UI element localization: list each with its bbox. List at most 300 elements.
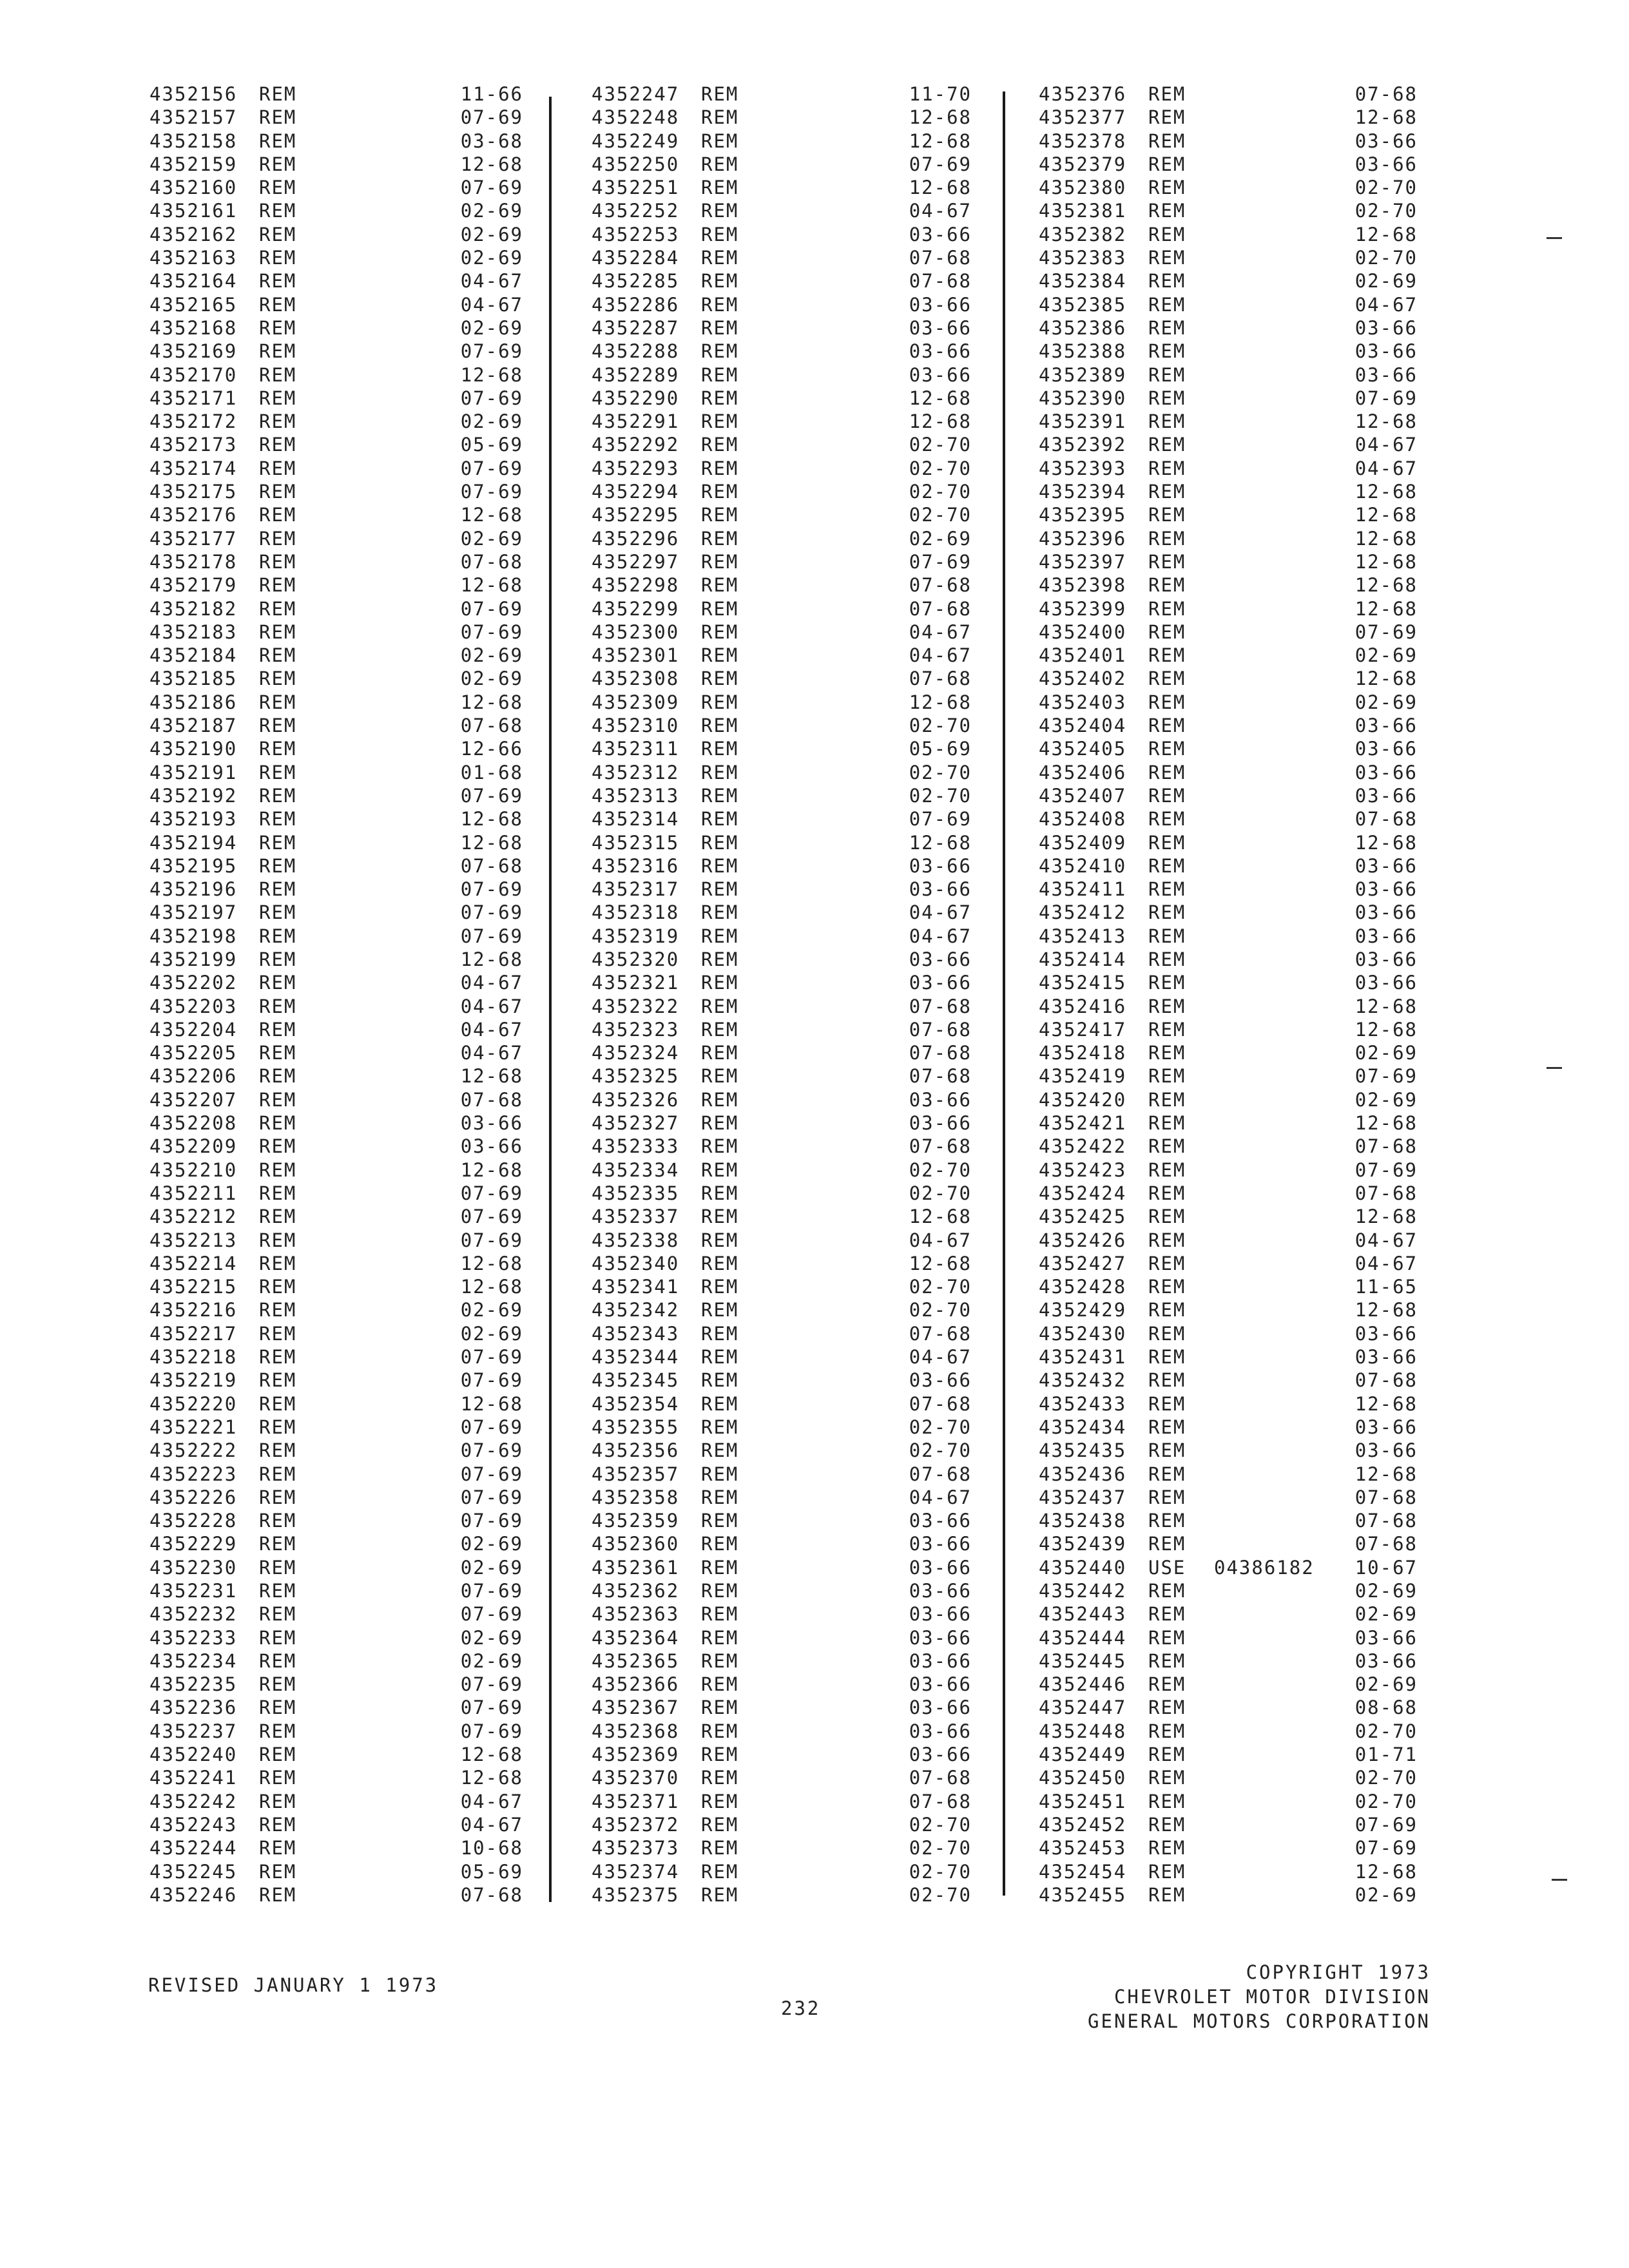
part-number: 4352395 — [1039, 504, 1127, 526]
status-date: 12-68 — [460, 1252, 523, 1274]
part-row — [149, 457, 523, 480]
part-row — [149, 1790, 523, 1813]
status-date: 07-69 — [460, 1696, 523, 1719]
part-number: 4352384 — [1039, 270, 1127, 293]
status-date: 03-66 — [909, 1673, 972, 1696]
part-row — [149, 691, 523, 714]
part-number: 4352169 — [149, 340, 238, 363]
part-status: REM — [259, 574, 297, 597]
status-date: 04-67 — [909, 1346, 972, 1369]
part-row — [149, 176, 523, 199]
copyright-block — [902, 1960, 1431, 2033]
part-status: REM — [701, 1299, 739, 1321]
part-row — [1039, 1463, 1418, 1486]
status-date: 04-67 — [460, 293, 523, 316]
status-date: 07-69 — [460, 340, 523, 363]
part-status: REM — [259, 995, 297, 1017]
part-status: REM — [701, 1720, 739, 1742]
status-date: 02-69 — [460, 1533, 523, 1555]
status-date: 02-70 — [909, 761, 972, 783]
part-row — [149, 1743, 523, 1766]
part-status: REM — [259, 1720, 297, 1742]
part-status: REM — [701, 1088, 739, 1111]
part-status: REM — [701, 1439, 739, 1462]
part-number: 4352290 — [592, 387, 680, 409]
status-date: 03-66 — [460, 1112, 523, 1135]
part-number: 4352194 — [149, 831, 238, 854]
status-date: 04-67 — [909, 901, 972, 924]
part-number: 4352449 — [1039, 1744, 1127, 1766]
part-row — [592, 503, 972, 526]
part-status: REM — [1148, 1767, 1186, 1789]
status-date: 02-69 — [460, 1322, 523, 1345]
status-date: 03-66 — [909, 878, 972, 901]
part-number: 4352432 — [1039, 1369, 1127, 1392]
part-row — [1039, 1696, 1418, 1719]
part-number: 4352390 — [1039, 387, 1127, 409]
status-date: 02-69 — [460, 668, 523, 690]
status-date: 07-68 — [1354, 1510, 1418, 1532]
status-date: 07-69 — [460, 597, 523, 620]
part-status: REM — [701, 808, 739, 831]
part-number: 4352453 — [1039, 1837, 1127, 1860]
part-status: REM — [701, 316, 739, 339]
part-status: REM — [259, 808, 297, 831]
status-date: 02-70 — [909, 434, 972, 456]
part-status: REM — [259, 925, 297, 947]
part-status: REM — [259, 948, 297, 970]
part-status: REM — [1148, 1510, 1186, 1532]
part-number: 4352160 — [149, 177, 238, 199]
part-number: 4352361 — [592, 1556, 680, 1579]
part-number: 4352311 — [592, 738, 680, 760]
part-row — [592, 1392, 972, 1416]
status-date: 03-66 — [909, 1696, 972, 1719]
status-date: 03-66 — [1354, 761, 1418, 783]
status-date: 03-66 — [1354, 715, 1418, 737]
part-row — [592, 995, 972, 1018]
part-status: REM — [259, 1580, 297, 1602]
part-number: 4352419 — [1039, 1065, 1127, 1088]
status-date: 02-70 — [909, 504, 972, 526]
part-row — [1039, 1135, 1418, 1158]
part-number: 4352420 — [1039, 1088, 1127, 1111]
part-row — [149, 387, 523, 410]
part-row — [592, 620, 972, 644]
part-number: 4352366 — [592, 1673, 680, 1696]
status-date: 03-66 — [909, 1744, 972, 1766]
part-row — [149, 878, 523, 901]
part-number: 4352244 — [149, 1837, 238, 1860]
part-number: 4352162 — [149, 223, 238, 245]
part-number: 4352217 — [149, 1322, 238, 1345]
part-row — [1039, 1813, 1418, 1836]
part-row — [592, 1649, 972, 1673]
part-number: 4352403 — [1039, 691, 1127, 713]
part-row — [149, 1602, 523, 1626]
status-date: 04-67 — [460, 972, 523, 994]
part-status: REM — [1148, 1206, 1186, 1228]
status-date: 12-68 — [909, 106, 972, 129]
part-row — [1039, 1392, 1418, 1416]
part-number: 4352376 — [1039, 83, 1127, 105]
part-status: REM — [259, 1837, 297, 1860]
part-status: REM — [259, 1182, 297, 1204]
part-status: REM — [259, 1135, 297, 1158]
part-status: REM — [701, 1767, 739, 1789]
part-number: 4352301 — [592, 644, 680, 667]
status-date: 12-68 — [1354, 1463, 1418, 1485]
part-status: REM — [701, 854, 739, 877]
part-number: 4352313 — [592, 784, 680, 807]
part-number: 4352168 — [149, 316, 238, 339]
status-date: 04-67 — [909, 644, 972, 667]
part-row — [149, 1532, 523, 1555]
part-row — [149, 480, 523, 503]
status-date: 12-68 — [1354, 831, 1418, 854]
part-number: 4352398 — [1039, 574, 1127, 597]
status-date: 07-69 — [460, 1580, 523, 1602]
part-status: REM — [701, 504, 739, 526]
part-status: REM — [259, 481, 297, 503]
part-row — [592, 1579, 972, 1602]
status-date: 07-69 — [460, 1229, 523, 1251]
part-row — [1039, 293, 1418, 316]
status-date: 12-68 — [460, 1158, 523, 1181]
status-date: 02-70 — [1354, 177, 1418, 199]
status-date: 07-69 — [460, 878, 523, 901]
part-status: REM — [1148, 1158, 1186, 1181]
part-row — [149, 1416, 523, 1439]
status-date: 12-68 — [1354, 481, 1418, 503]
status-date: 02-69 — [1354, 1673, 1418, 1696]
part-number: 4352364 — [592, 1626, 680, 1649]
status-date: 07-69 — [460, 1346, 523, 1369]
part-row — [592, 807, 972, 831]
part-number: 4352174 — [149, 457, 238, 479]
part-number: 4352320 — [592, 948, 680, 970]
part-number: 4352424 — [1039, 1182, 1127, 1204]
part-number: 4352318 — [592, 901, 680, 924]
part-status: REM — [259, 1088, 297, 1111]
part-row — [592, 176, 972, 199]
status-date: 02-70 — [909, 1276, 972, 1298]
part-status: REM — [1148, 1322, 1186, 1345]
status-date: 12-68 — [909, 387, 972, 409]
status-date: 12-68 — [909, 177, 972, 199]
part-status: REM — [1148, 644, 1186, 667]
status-date: 07-69 — [909, 808, 972, 831]
part-status: REM — [1148, 1603, 1186, 1626]
status-date: 12-68 — [460, 1744, 523, 1766]
status-date: 01-68 — [460, 761, 523, 783]
part-status: REM — [701, 1556, 739, 1579]
part-number: 4352316 — [592, 854, 680, 877]
part-row — [592, 1673, 972, 1696]
part-status: REM — [259, 784, 297, 807]
part-row — [592, 971, 972, 994]
part-number: 4352371 — [592, 1790, 680, 1812]
status-date: 07-69 — [460, 177, 523, 199]
status-date: 07-69 — [460, 1603, 523, 1626]
part-number: 4352370 — [592, 1767, 680, 1789]
part-number: 4352296 — [592, 527, 680, 550]
part-number: 4352378 — [1039, 130, 1127, 152]
part-status: REM — [1148, 481, 1186, 503]
status-date: 07-68 — [909, 1322, 972, 1345]
part-status: REM — [701, 1510, 739, 1532]
status-date: 02-70 — [1354, 1720, 1418, 1742]
status-date: 12-68 — [1354, 1860, 1418, 1883]
status-date: 04-67 — [909, 200, 972, 222]
part-number: 4352324 — [592, 1042, 680, 1064]
part-status: REM — [259, 83, 297, 105]
part-row — [592, 1111, 972, 1135]
status-date: 12-66 — [460, 738, 523, 760]
part-number: 4352245 — [149, 1860, 238, 1883]
status-date: 03-66 — [1354, 948, 1418, 970]
part-status: REM — [1148, 784, 1186, 807]
part-number: 4352410 — [1039, 854, 1127, 877]
part-number: 4352249 — [592, 130, 680, 152]
part-number: 4352354 — [592, 1392, 680, 1415]
part-row — [1039, 995, 1418, 1018]
status-date: 03-66 — [1354, 901, 1418, 924]
part-status: REM — [1148, 854, 1186, 877]
part-row — [592, 130, 972, 153]
part-number: 4352355 — [592, 1416, 680, 1438]
status-date: 03-66 — [1354, 925, 1418, 947]
part-row — [1039, 246, 1418, 269]
part-status: REM — [701, 668, 739, 690]
status-date: 03-66 — [909, 1369, 972, 1392]
status-date: 07-69 — [460, 1439, 523, 1462]
part-row — [592, 691, 972, 714]
part-status: REM — [1148, 761, 1186, 783]
part-number: 4352247 — [592, 83, 680, 105]
part-status: REM — [701, 1860, 739, 1883]
part-number: 4352220 — [149, 1392, 238, 1415]
status-date: 12-68 — [460, 153, 523, 175]
status-date: 03-66 — [1354, 972, 1418, 994]
part-number: 4352204 — [149, 1018, 238, 1041]
part-number: 4352439 — [1039, 1533, 1127, 1555]
part-row — [1039, 925, 1418, 948]
part-number: 4352362 — [592, 1580, 680, 1602]
status-date: 07-68 — [1354, 1182, 1418, 1204]
part-number: 4352451 — [1039, 1790, 1127, 1812]
part-row — [1039, 1345, 1418, 1369]
part-row — [149, 807, 523, 831]
part-number: 4352436 — [1039, 1463, 1127, 1485]
part-number: 4352448 — [1039, 1720, 1127, 1742]
status-date: 03-66 — [1354, 340, 1418, 363]
part-row — [592, 1275, 972, 1298]
part-status: REM — [1148, 831, 1186, 854]
part-status: REM — [1148, 363, 1186, 386]
part-row — [592, 644, 972, 667]
part-row — [149, 1439, 523, 1462]
part-status: REM — [1148, 1229, 1186, 1251]
status-date: 02-70 — [909, 1813, 972, 1836]
status-date: 12-68 — [1354, 574, 1418, 597]
part-row — [149, 1111, 523, 1135]
status-date: 07-68 — [909, 1135, 972, 1158]
part-row — [592, 925, 972, 948]
margin-dash-mark — [1547, 237, 1562, 239]
status-date: 07-68 — [909, 1463, 972, 1485]
part-status: REM — [259, 293, 297, 316]
part-status: REM — [259, 1696, 297, 1719]
part-status: REM — [259, 715, 297, 737]
part-status: REM — [259, 504, 297, 526]
part-status: REM — [1148, 1299, 1186, 1321]
part-status: REM — [259, 410, 297, 433]
part-status: REM — [259, 1206, 297, 1228]
status-date: 02-70 — [909, 1860, 972, 1883]
part-row — [149, 340, 523, 363]
status-date: 07-68 — [909, 995, 972, 1017]
part-status: REM — [701, 1018, 739, 1041]
part-status: REM — [259, 1813, 297, 1836]
part-number: 4352406 — [1039, 761, 1127, 783]
part-status: REM — [259, 153, 297, 175]
column-separator-line — [1003, 91, 1005, 1896]
part-status: REM — [701, 223, 739, 245]
part-number: 4352400 — [1039, 620, 1127, 643]
part-status: REM — [701, 1158, 739, 1181]
part-number: 4352157 — [149, 106, 238, 129]
part-status: REM — [259, 1299, 297, 1321]
status-date: 07-69 — [460, 1369, 523, 1392]
part-row — [149, 1766, 523, 1789]
part-row — [592, 1018, 972, 1041]
status-date: 07-69 — [460, 901, 523, 924]
part-status: REM — [701, 387, 739, 409]
part-status: REM — [259, 316, 297, 339]
part-number: 4352170 — [149, 363, 238, 386]
part-row — [1039, 1111, 1418, 1135]
part-row — [149, 620, 523, 644]
part-number: 4352172 — [149, 410, 238, 433]
part-status: REM — [701, 1042, 739, 1064]
part-number: 4352184 — [149, 644, 238, 667]
part-number: 4352386 — [1039, 316, 1127, 339]
part-number: 4352391 — [1039, 410, 1127, 433]
status-date: 03-66 — [1354, 854, 1418, 877]
status-date: 07-68 — [1354, 1135, 1418, 1158]
part-row — [592, 106, 972, 129]
part-status: REM — [1148, 1018, 1186, 1041]
status-date: 07-69 — [460, 925, 523, 947]
part-row — [1039, 1064, 1418, 1088]
part-number: 4352443 — [1039, 1603, 1127, 1626]
part-status: REM — [1148, 177, 1186, 199]
part-row — [149, 363, 523, 387]
part-row — [1039, 153, 1418, 176]
part-number: 4352363 — [592, 1603, 680, 1626]
part-row — [1039, 1252, 1418, 1275]
part-number: 4352177 — [149, 527, 238, 550]
part-number: 4352340 — [592, 1252, 680, 1274]
part-number: 4352325 — [592, 1065, 680, 1088]
part-row — [149, 1392, 523, 1416]
part-row — [149, 503, 523, 526]
part-status: REM — [701, 972, 739, 994]
part-status: REM — [259, 1439, 297, 1462]
part-row — [149, 1836, 523, 1860]
part-status: REM — [259, 527, 297, 550]
status-date: 02-70 — [909, 1299, 972, 1321]
part-status: REM — [701, 1276, 739, 1298]
part-number: 4352235 — [149, 1673, 238, 1696]
part-status: REM — [1148, 130, 1186, 152]
status-date: 07-69 — [460, 106, 523, 129]
part-status: REM — [259, 1112, 297, 1135]
part-row — [592, 1836, 972, 1860]
part-row — [149, 1345, 523, 1369]
part-row — [149, 1275, 523, 1298]
part-status: REM — [701, 434, 739, 456]
part-row — [149, 1720, 523, 1743]
status-date: 07-68 — [460, 1088, 523, 1111]
part-status: REM — [259, 831, 297, 854]
part-status: REM — [1148, 223, 1186, 245]
part-row — [149, 199, 523, 222]
part-number: 4352389 — [1039, 363, 1127, 386]
part-status: REM — [1148, 247, 1186, 269]
part-row — [149, 948, 523, 971]
part-number: 4352397 — [1039, 550, 1127, 573]
part-status: REM — [1148, 948, 1186, 970]
status-date: 07-68 — [909, 1767, 972, 1789]
status-date: 07-68 — [460, 715, 523, 737]
part-status: REM — [701, 1065, 739, 1088]
part-row — [149, 1579, 523, 1602]
part-number: 4352199 — [149, 948, 238, 970]
status-date: 02-70 — [909, 1416, 972, 1438]
part-status: REM — [701, 247, 739, 269]
status-date: 03-66 — [460, 1135, 523, 1158]
part-status: REM — [259, 1603, 297, 1626]
part-row — [1039, 761, 1418, 784]
part-number: 4352388 — [1039, 340, 1127, 363]
part-row — [592, 878, 972, 901]
part-row — [592, 1205, 972, 1228]
status-date: 03-66 — [1354, 738, 1418, 760]
status-date: 07-69 — [1354, 1813, 1418, 1836]
part-number: 4352442 — [1039, 1580, 1127, 1602]
status-date: 01-71 — [1354, 1744, 1418, 1766]
status-date: 12-68 — [1354, 410, 1418, 433]
part-row — [592, 363, 972, 387]
part-number: 4352230 — [149, 1556, 238, 1579]
status-date: 03-66 — [1354, 153, 1418, 175]
part-number: 4352183 — [149, 620, 238, 643]
part-number: 4352315 — [592, 831, 680, 854]
status-date: 12-68 — [460, 574, 523, 597]
status-date: 03-66 — [909, 1112, 972, 1135]
part-number: 4352212 — [149, 1206, 238, 1228]
part-row — [1039, 1860, 1418, 1883]
part-row — [1039, 199, 1418, 222]
part-status: REM — [1148, 106, 1186, 129]
part-status: REM — [1148, 1813, 1186, 1836]
part-status: REM — [259, 387, 297, 409]
part-row — [1039, 620, 1418, 644]
status-date: 12-68 — [460, 831, 523, 854]
part-row — [592, 1439, 972, 1462]
